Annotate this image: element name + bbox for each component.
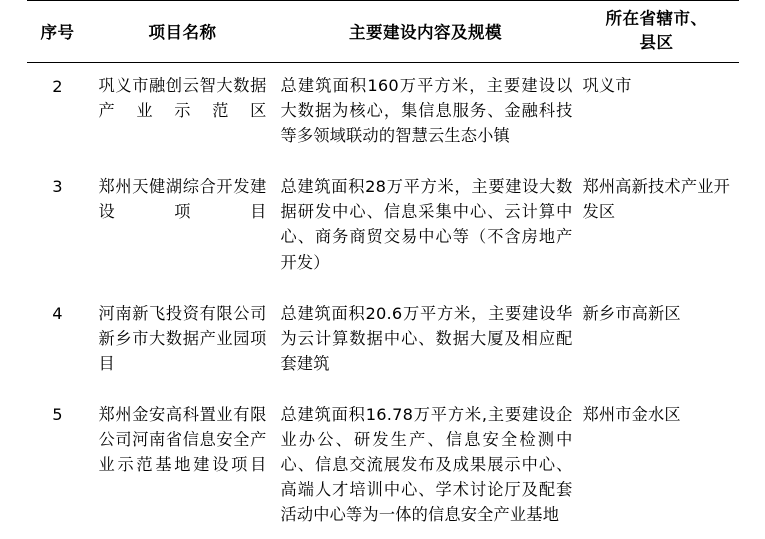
table-body [27,62,739,539]
cell-seq: 4 [52,303,63,323]
project-table [27,0,739,539]
cell-area: 新乡市高新区 [582,303,681,323]
header-row [27,1,739,63]
column-header-seq: 序号 [27,1,89,63]
column-header-area-line1: 所在省辖市、 [605,9,708,28]
table-row [27,62,739,160]
table-row [27,287,739,388]
cell-seq: 3 [52,177,63,197]
table-row [27,388,739,539]
cell-description: 总建筑面积160万平方米，主要建设以大数据为核心，集信息服务、金融科技等多领域联动的智慧云生态小镇 [280,75,573,146]
column-header-area [575,1,739,63]
cell-area: 郑州高新技术产业开发区 [582,177,730,222]
cell-description: 总建筑面积16.78万平方米,主要建设企业办公、研发生产、信息安全检测中心、信息交流展发布及成果展示中心、高端人才培训中心、学术讨论厅及配套活动中心等为一体的信息安全产业基地 [280,404,573,525]
column-header-area-line2: 县区 [639,32,674,52]
cell-seq: 5 [52,404,63,424]
cell-project-name: 郑州金安高科置业有限公司河南省信息安全产业示范基地建设项目 [98,404,267,475]
cell-project-name: 巩义市融创云智大数据产业示范区 [98,75,267,120]
table-header [27,1,739,63]
cell-project-name: 郑州天健湖综合开发建设项目 [98,177,267,222]
table-row [27,160,739,286]
cell-description: 总建筑面积20.6万平方米，主要建设华为云计算数据中心、数据大厦及相应配套建筑 [280,303,573,373]
cell-description: 总建筑面积28万平方米，主要建设大数据研发中心、信息采集中心、云计算中心、商务商贸交易中心等（不含房地产开发） [280,177,573,272]
cell-area: 郑州市金水区 [582,404,681,424]
column-header-desc: 主要建设内容及规模 [277,1,575,63]
cell-project-name: 河南新飞投资有限公司新乡市大数据产业园项目 [98,303,267,373]
column-header-name: 项目名称 [89,1,277,63]
cell-seq: 2 [52,76,63,96]
cell-area: 巩义市 [582,75,632,95]
